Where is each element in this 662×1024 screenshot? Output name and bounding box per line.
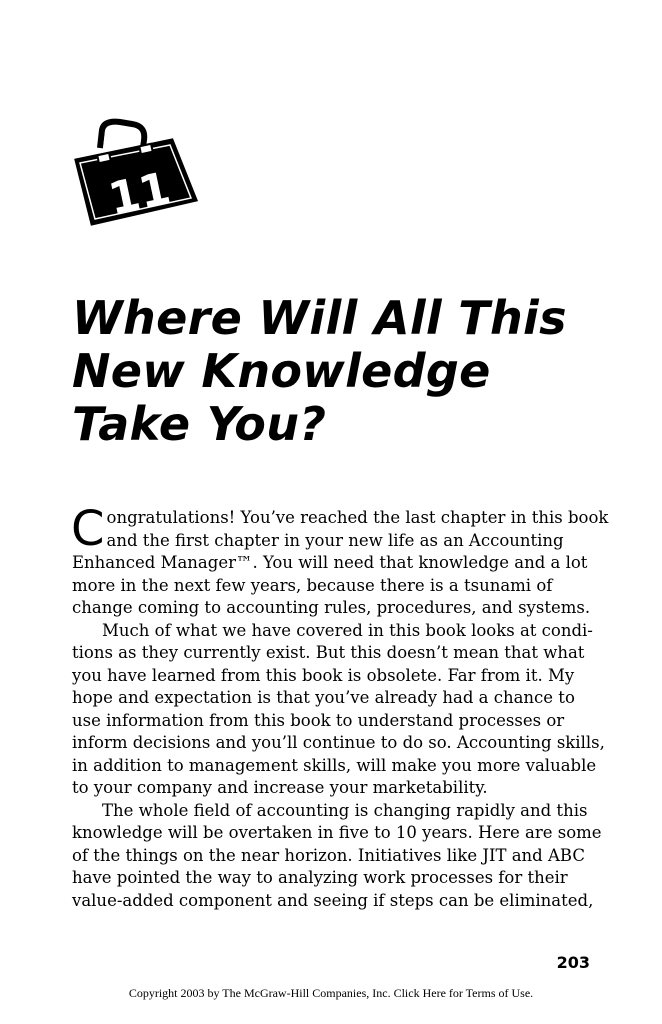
title-line: New Knowledge <box>72 344 491 398</box>
text-line: and the first chapter in your new life as an Accounting <box>106 530 564 550</box>
page-number: 203 <box>556 953 590 972</box>
paragraph-2 <box>72 620 605 800</box>
text-line: Enhanced Manager™. You will need that knowledge and a lot <box>72 553 588 572</box>
text-line: inform decisions and you’ll continue to do so. Accounting skills, <box>72 733 605 752</box>
text-line: to your company and increase your marketability. <box>72 778 488 797</box>
chapter-number: 11 <box>104 162 175 226</box>
text-line: you have learned from this book is obsolete. Far from it. My <box>72 665 575 685</box>
text-line: value-added component and seeing if steps can be eliminated, <box>72 890 594 910</box>
text-line: tions as they currently exist. But this doesn’t mean that what <box>72 643 585 662</box>
copyright-link[interactable]: Copyright 2003 by The McGraw-Hill Companies, Inc. Click Here for Terms of Use. <box>128 986 534 1000</box>
title-line: Take You? <box>72 397 327 451</box>
text-line: ongratulations! You’ve reached the last chapter in this book <box>106 508 609 527</box>
text-line: Much of what we have covered in this book looks at condi- <box>102 620 593 640</box>
briefcase-chapter-badge <box>70 118 202 230</box>
text-line: of the things on the near horizon. Initiatives like JIT and ABC <box>72 845 585 865</box>
text-line: change coming to accounting rules, procedures, and systems. <box>72 598 591 617</box>
text-line: have pointed the way to analyzing work processes for their <box>72 868 568 887</box>
text-line: The whole field of accounting is changing rapidly and this <box>102 800 588 820</box>
chapter-title <box>72 292 632 451</box>
text-line: hope and expectation is that you’ve already had a chance to <box>72 688 575 707</box>
paragraph-3 <box>72 800 602 913</box>
drop-cap: C <box>71 501 105 557</box>
text-line: knowledge will be overtaken in five to 10 years. Here are some <box>72 823 602 842</box>
body-text <box>71 501 609 912</box>
text-line: in addition to management skills, will make you more valuable <box>72 755 597 775</box>
title-line: Where Will All This <box>72 291 567 345</box>
text-line: use information from this book to understand processes or <box>72 710 565 730</box>
paragraph-1 <box>71 501 609 620</box>
text-line: more in the next few years, because there is a tsunami of <box>72 575 553 595</box>
